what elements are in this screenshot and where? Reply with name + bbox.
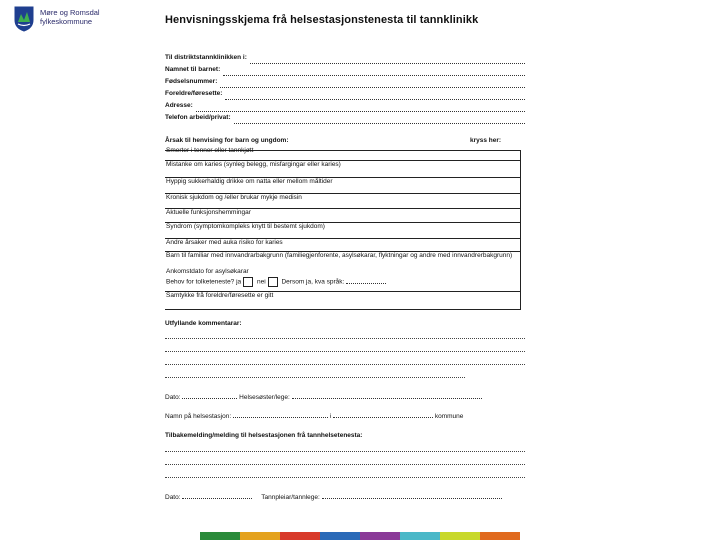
interpreter-label: Behov for tolketeneste?	[166, 278, 235, 286]
reason-row[interactable]	[165, 208, 521, 223]
reason-text: Samtykke frå foreldre/føresette er gitt	[166, 292, 274, 299]
station-line[interactable]	[233, 411, 328, 418]
comment-line[interactable]	[165, 363, 525, 365]
footer-color-block	[200, 532, 240, 540]
reason-row[interactable]	[165, 238, 521, 252]
reason-row[interactable]	[165, 160, 521, 178]
field-line[interactable]	[234, 115, 525, 124]
date-label: Dato:	[165, 394, 181, 401]
date-line[interactable]	[182, 392, 237, 399]
arrival-date-row[interactable]	[165, 268, 521, 277]
dentist-line[interactable]	[322, 492, 502, 499]
feedback-heading: Tilbakemelding/melding til helsestasjonen frå tannhelsetenesta:	[165, 432, 363, 439]
field-address[interactable]	[165, 100, 525, 112]
comment-line[interactable]	[165, 376, 465, 378]
reason-text: Syndrom (symptomkompleks knytt til bestemt sjukdom)	[166, 223, 325, 230]
reason-row[interactable]	[165, 193, 521, 209]
feedback-line[interactable]	[165, 476, 525, 478]
reason-row[interactable]	[165, 222, 521, 239]
field-clinic[interactable]	[165, 52, 525, 64]
dentist-label: Tannpleiar/tannlege:	[261, 494, 320, 501]
footer-color-block	[440, 532, 480, 540]
signature-row-2	[165, 492, 525, 503]
interpreter-yes-checkbox[interactable]	[243, 277, 253, 287]
date-label: Dato:	[165, 494, 181, 501]
reason-text: Smerter i tenner eller tannkjøtt	[166, 147, 254, 154]
interpreter-language-label: Dersom ja, kva språk:	[281, 278, 345, 286]
interpreter-no-checkbox[interactable]	[268, 277, 278, 287]
reason-text: Mistanke om karies (synleg belegg, misfargingar eller karies)	[166, 161, 341, 168]
nurse-label: Helsesøster/lege:	[239, 394, 290, 401]
field-line[interactable]	[250, 55, 525, 64]
footer-color-block	[320, 532, 360, 540]
reasons-table	[165, 147, 521, 310]
field-parents[interactable]	[165, 88, 525, 100]
municipality-line[interactable]	[333, 411, 433, 418]
field-line[interactable]	[220, 79, 525, 88]
field-label: Namnet til barnet:	[165, 66, 221, 73]
station-label: Namn på helsestasjon:	[165, 413, 232, 420]
interpreter-row[interactable]	[165, 277, 521, 291]
date-line[interactable]	[182, 492, 252, 499]
footer-color-block	[240, 532, 280, 540]
field-birth-number[interactable]	[165, 76, 525, 88]
comments-heading: Utfyllande kommentarar:	[165, 320, 242, 327]
field-label: Fødselsnummer:	[165, 78, 218, 85]
municipality-label: kommune	[434, 413, 464, 420]
logo-line-1: Møre og Romsdal	[40, 8, 100, 17]
field-label: Adresse:	[165, 102, 193, 109]
arrival-date-label: Ankomstdato for asylsøkarar	[166, 268, 249, 275]
reasons-heading	[165, 137, 525, 144]
field-child-name[interactable]	[165, 64, 525, 76]
field-label: Telefon arbeid/privat:	[165, 114, 231, 121]
reason-text: Kronisk sjukdom og /eller brukar mykje medisin	[166, 194, 302, 201]
feedback-line[interactable]	[165, 450, 525, 452]
field-phone[interactable]	[165, 112, 525, 124]
reason-row[interactable]	[165, 147, 521, 160]
comment-line[interactable]	[165, 350, 525, 352]
field-line[interactable]	[225, 91, 525, 100]
field-line[interactable]	[223, 67, 525, 76]
footer-color-block	[280, 532, 320, 540]
nurse-line[interactable]	[292, 392, 482, 399]
interpreter-language-line[interactable]	[346, 278, 386, 284]
reason-row[interactable]	[165, 251, 521, 269]
footer-color-block	[400, 532, 440, 540]
logo-line-2: fylkeskommune	[40, 17, 93, 26]
field-line[interactable]	[196, 103, 525, 112]
reason-text: Barn til familiar med innvandrarbakgrunn (familiegjenforente, asylsøkarar, flyktningar og andre med innvandrerbakgrunn)	[166, 252, 513, 259]
footer-color-block	[480, 532, 520, 540]
check-here-label: kryss her:	[470, 137, 502, 144]
interpreter-no-label: nei	[256, 278, 266, 286]
reason-text: Aktuelle funksjonshemmingar	[166, 209, 251, 216]
comment-line[interactable]	[165, 337, 525, 339]
reasons-heading-text: Årsak til henvising for barn og ungdom:	[165, 137, 289, 144]
logo-text	[40, 8, 100, 26]
form-title: Henvisningsskjema frå helsestasjonstenesta til tannklinikk	[165, 14, 479, 26]
reason-text: Hyppig sukkerhaldig drikke om natta eller mellom måltider	[166, 178, 333, 185]
footer-color-block	[360, 532, 400, 540]
reason-row[interactable]	[165, 177, 521, 194]
coat-of-arms-icon	[14, 6, 34, 32]
field-label: Foreldre/føresette:	[165, 90, 223, 97]
signature-row-1	[165, 392, 525, 403]
field-label: Til distriktstannklinikken i:	[165, 54, 247, 61]
station-in-label: i	[329, 413, 332, 420]
footer-color-stripe	[200, 532, 520, 540]
interpreter-yes-label: ja	[236, 278, 242, 286]
reason-text: Andre årsaker med auka risiko for karies	[166, 239, 283, 246]
station-row	[165, 411, 525, 422]
feedback-line[interactable]	[165, 463, 525, 465]
reason-row[interactable]	[165, 291, 521, 309]
county-logo	[14, 6, 134, 38]
